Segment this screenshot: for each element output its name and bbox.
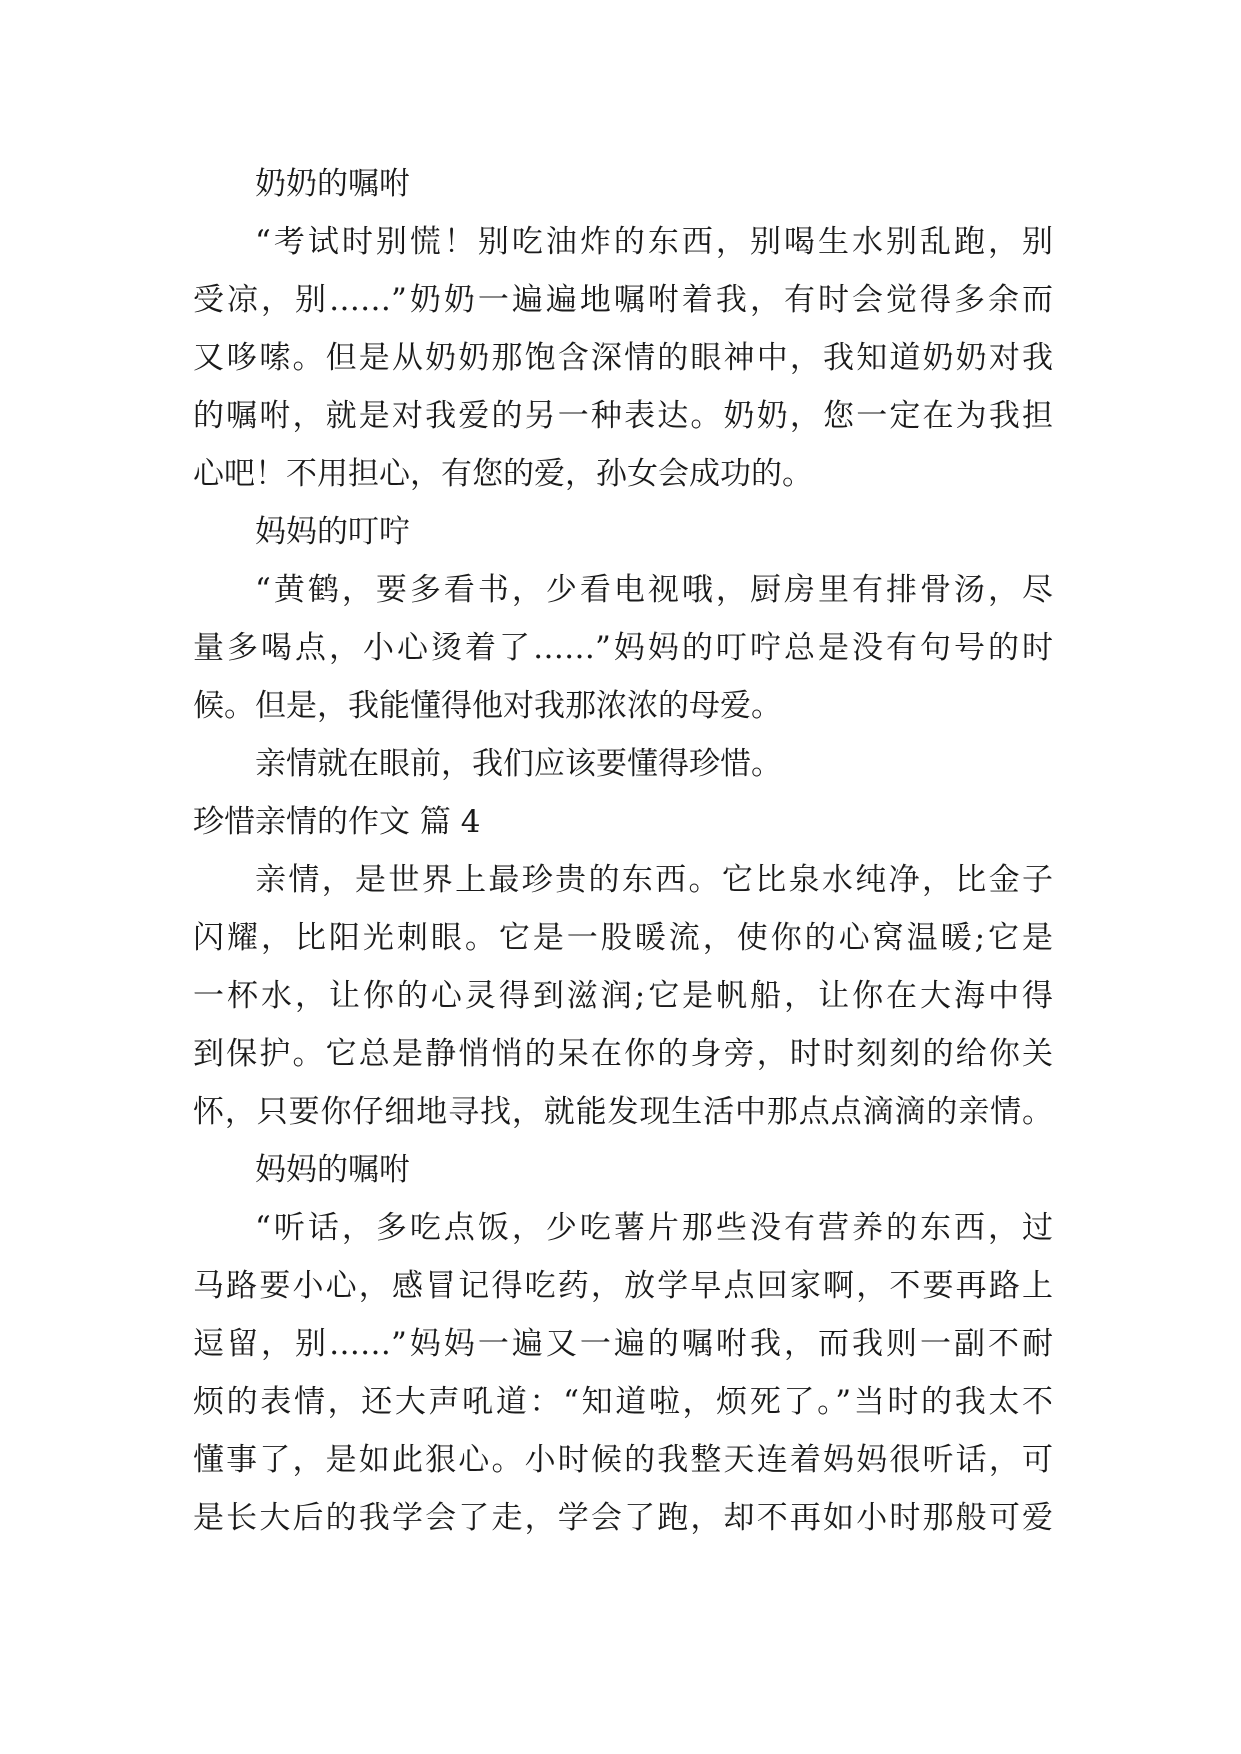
text-line: 烦的表情，还大声吼道：“知道啦，烦死了。”当时的我太不 bbox=[193, 1384, 1053, 1420]
paragraph-grandma bbox=[193, 213, 1053, 503]
text-line: 受凉，别……”奶奶一遍遍地嘱咐着我，有时会觉得多余而 bbox=[193, 282, 1053, 318]
text-line: 怀，只要你仔细地寻找，就能发现生活中那点点滴滴的亲情。 bbox=[193, 1094, 1053, 1130]
text-line: 量多喝点，小心烫着了……”妈妈的叮咛总是没有句号的时 bbox=[193, 630, 1053, 666]
text-line: 马路要小心，感冒记得吃药，放学早点回家啊，不要再路上 bbox=[193, 1268, 1053, 1304]
text-line: 是长大后的我学会了走，学会了跑，却不再如小时那般可爱 bbox=[193, 1500, 1053, 1536]
text-line: 到保护。它总是静悄悄的呆在你的身旁，时时刻刻的给你关 bbox=[193, 1036, 1053, 1072]
paragraph-family-love bbox=[193, 851, 1053, 1141]
text-line: “听话，多吃点饭，少吃薯片那些没有营养的东西，过 bbox=[255, 1210, 1053, 1246]
text-line: 逗留，别……”妈妈一遍又一遍的嘱咐我，而我则一副不耐 bbox=[193, 1326, 1053, 1362]
paragraph-conclusion bbox=[193, 735, 1053, 793]
subheading-mom-reminder: 妈妈的叮咛 bbox=[255, 514, 410, 550]
document-page bbox=[193, 155, 1053, 1547]
text-line: 一杯水，让你的心灵得到滋润;它是帆船，让你在大海中得 bbox=[193, 978, 1053, 1014]
text-line: 又哆嗦。但是从奶奶那饱含深情的眼神中，我知道奶奶对我 bbox=[193, 340, 1053, 376]
text-line: “考试时别慌！别吃油炸的东西，别喝生水别乱跑，别 bbox=[255, 224, 1053, 260]
paragraph-mom-reminder bbox=[193, 561, 1053, 735]
text-line: 候。但是，我能懂得他对我那浓浓的母爱。 bbox=[193, 688, 782, 724]
subheading-grandma: 奶奶的嘱咐 bbox=[255, 166, 410, 202]
text-line: 亲情就在眼前，我们应该要懂得珍惜。 bbox=[255, 746, 782, 782]
text-line: 的嘱咐，就是对我爱的另一种表达。奶奶，您一定在为我担 bbox=[193, 398, 1053, 434]
text-line: 心吧！不用担心，有您的爱，孙女会成功的。 bbox=[193, 456, 813, 492]
essay-title: 珍惜亲情的作文 篇 4 bbox=[193, 804, 481, 840]
subheading-mom-instruction: 妈妈的嘱咐 bbox=[255, 1152, 410, 1188]
paragraph-mom-instruction bbox=[193, 1199, 1053, 1547]
text-line: 懂事了，是如此狠心。小时候的我整天连着妈妈很听话，可 bbox=[193, 1442, 1053, 1478]
text-line: “黄鹤，要多看书，少看电视哦，厨房里有排骨汤，尽 bbox=[255, 572, 1053, 608]
text-line: 亲情，是世界上最珍贵的东西。它比泉水纯净，比金子 bbox=[255, 862, 1053, 898]
text-line: 闪耀，比阳光刺眼。它是一股暖流，使你的心窝温暖;它是 bbox=[193, 920, 1053, 956]
